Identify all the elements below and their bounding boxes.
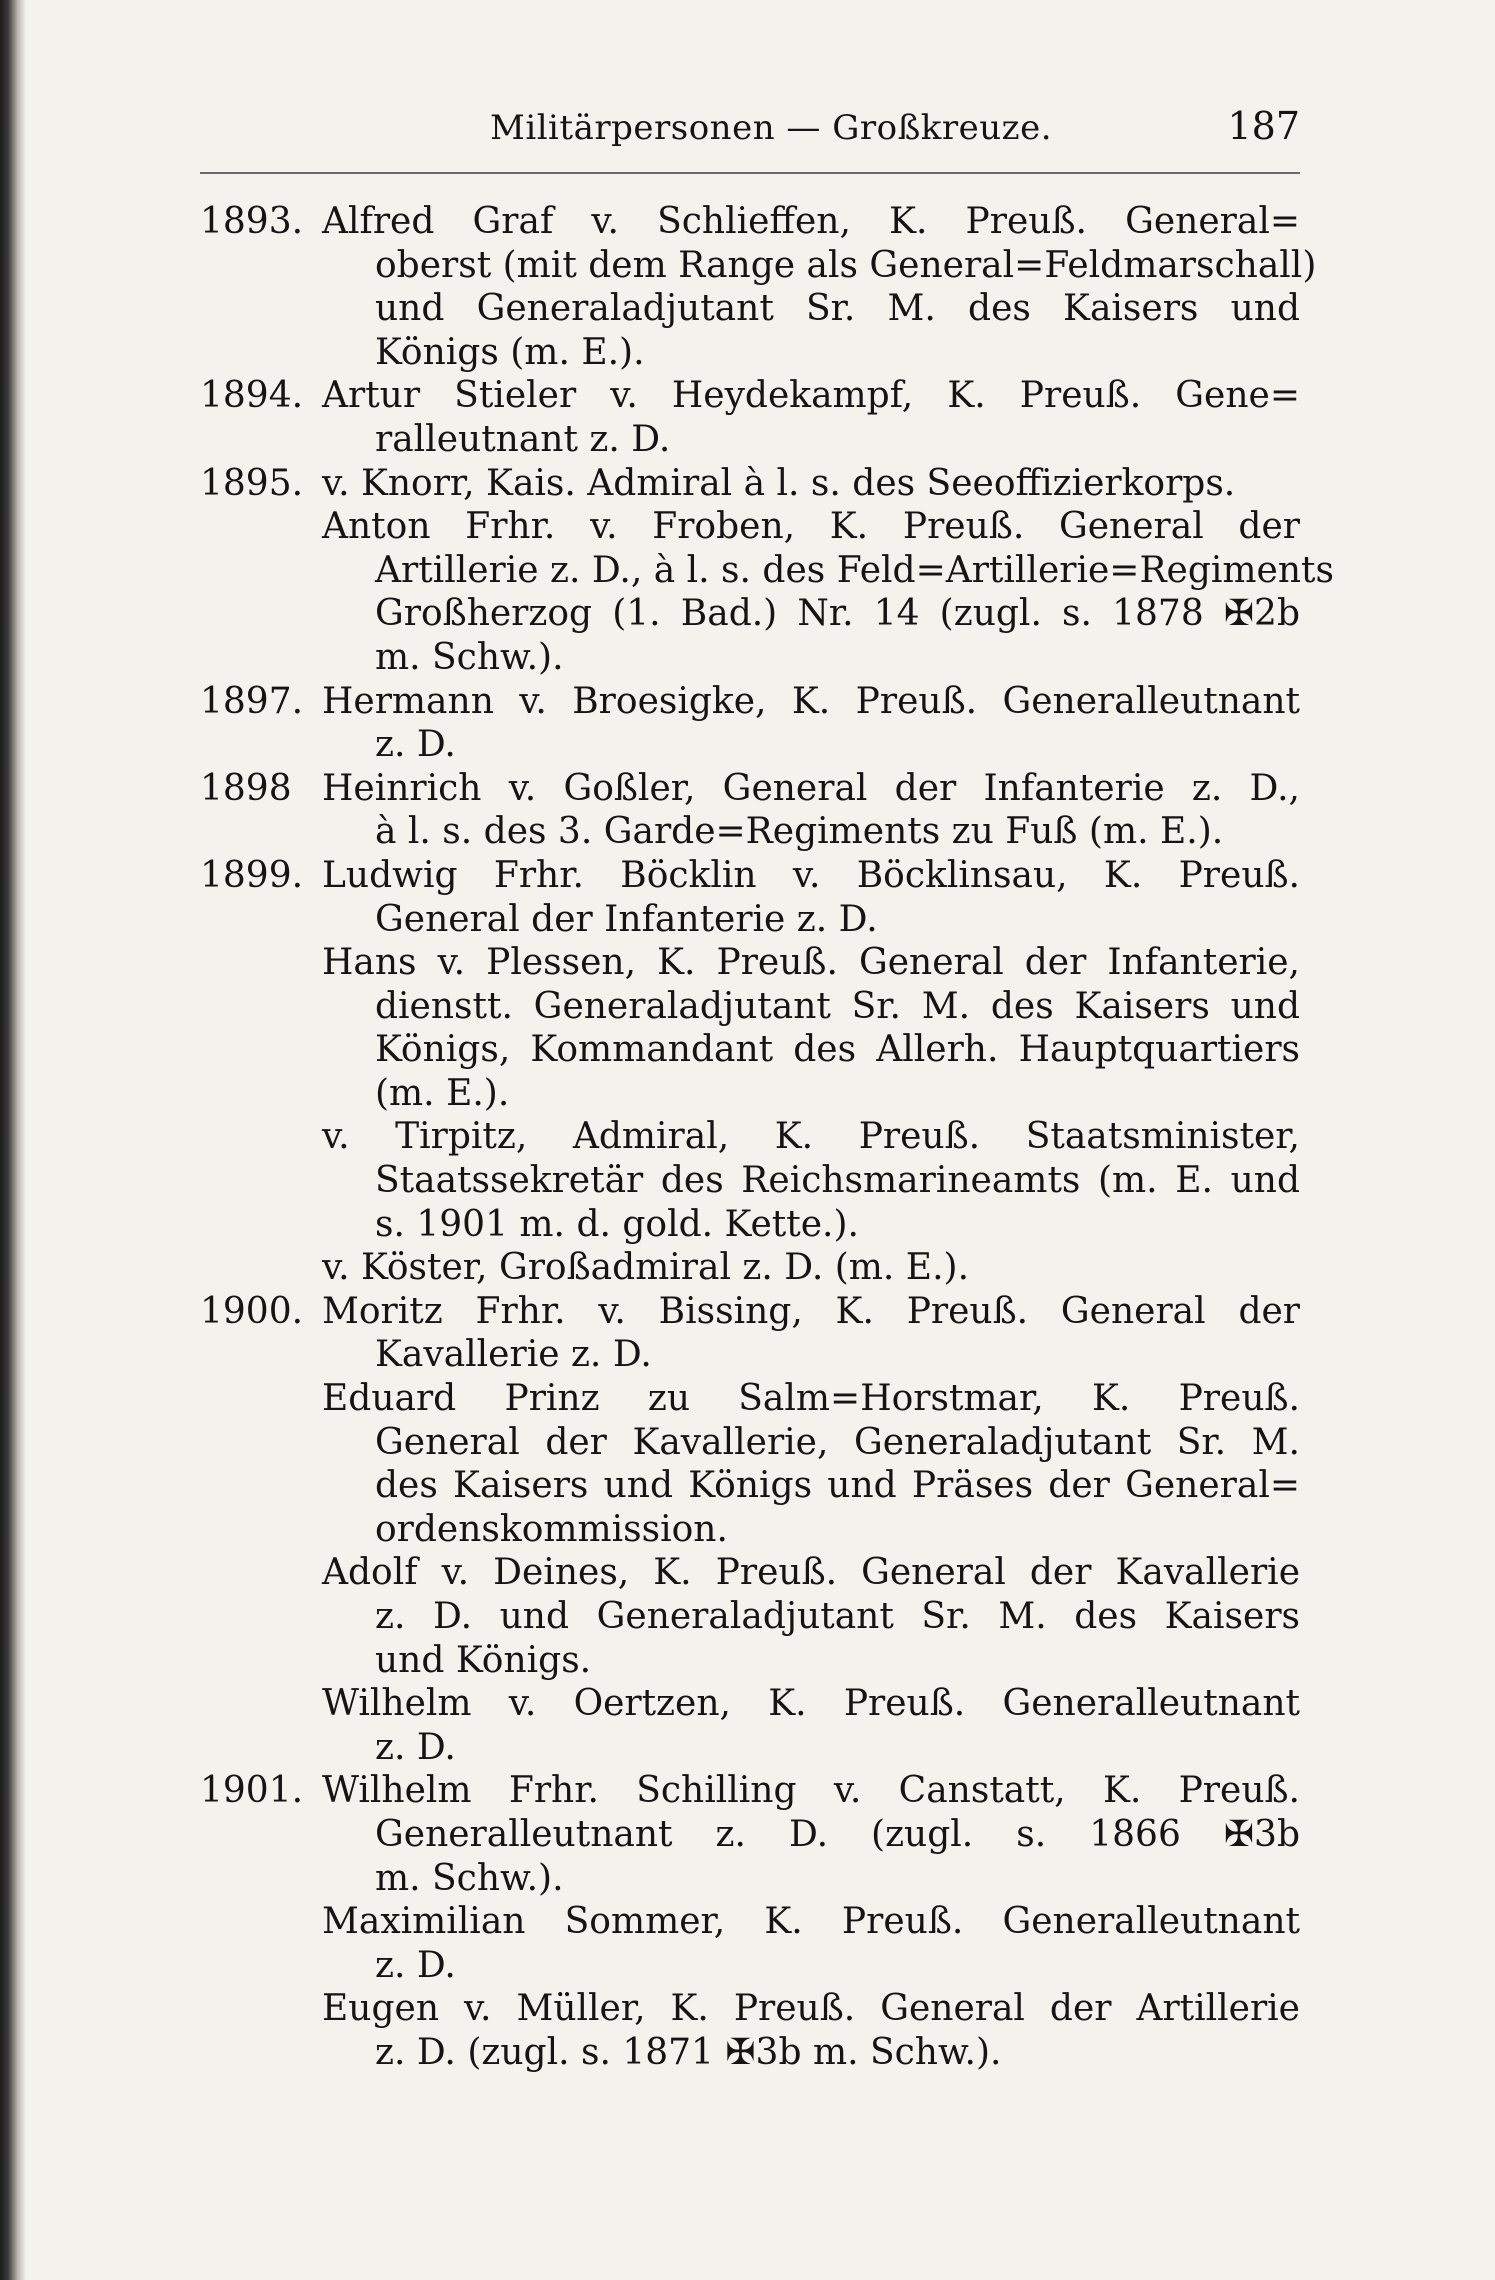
- entry-text: dienstt. Generaladjutant Sr. M. des Kaisers und: [375, 985, 1300, 1027]
- entry-continuation-line: [200, 810, 1300, 854]
- entry: [200, 1377, 1300, 1551]
- entry-continuation-line: [200, 1726, 1300, 1770]
- entry-year: 1899.: [200, 854, 304, 896]
- entry-text: ordenskommission.: [375, 1508, 728, 1550]
- entry: [200, 1246, 1300, 1290]
- entry-text: Anton Frhr. v. Froben, K. Preuß. General der: [322, 506, 1300, 548]
- entry: [200, 1551, 1300, 1682]
- entry-continuation-line: [200, 1203, 1300, 1247]
- entry: [200, 941, 1300, 1115]
- entry-first-line: [200, 1377, 1300, 1421]
- entry-text: Maximilian Sommer, K. Preuß. Generalleutnant: [322, 1901, 1300, 1943]
- entry-text: ralleutnant z. D.: [375, 418, 671, 460]
- entry-continuation-line: [200, 2031, 1300, 2075]
- entry-year: 1897.: [200, 680, 304, 722]
- entry-first-line: [200, 1551, 1300, 1595]
- entry-continuation-line: [200, 898, 1300, 942]
- entry-text: Artur Stieler v. Heydekampf, K. Preuß. Gene=: [322, 375, 1300, 417]
- entry-list: [200, 200, 1334, 2075]
- entry: [200, 1290, 1300, 1377]
- entry-text: und Königs.: [375, 1639, 592, 1681]
- entry-text: Großherzog (1. Bad.) Nr. 14 (zugl. s. 1878 ✠2b: [375, 593, 1300, 635]
- entry-text: z. D.: [375, 1726, 456, 1768]
- entry-text: m. Schw.).: [375, 1857, 564, 1899]
- entry-continuation-line: [200, 331, 1300, 375]
- entry: [200, 505, 1334, 679]
- entry-text: à l. s. des 3. Garde=Regiments zu Fuß (m. E.).: [375, 811, 1224, 853]
- entry-text: Königs, Kommandant des Allerh. Hauptquartiers: [375, 1029, 1300, 1071]
- entry: [200, 767, 1300, 854]
- entry-first-line: [200, 767, 1300, 811]
- entry-text: oberst (mit dem Range als General=Feldmarschall): [375, 244, 1317, 286]
- entry-text: Eduard Prinz zu Salm=Horstmar, K. Preuß.: [322, 1378, 1300, 1420]
- entry-text: m. Schw.).: [375, 636, 564, 678]
- entry-text: z. D. und Generaladjutant Sr. M. des Kaisers: [375, 1596, 1300, 1637]
- entry-text: des Kaisers und Königs und Präses der General=: [375, 1465, 1300, 1507]
- entry-first-line: [200, 462, 1300, 506]
- entry-first-line: [200, 505, 1300, 549]
- entry-text: z. D. (zugl. s. 1871 ✠3b m. Schw.).: [375, 2031, 1002, 2073]
- entry-first-line: [200, 854, 1300, 898]
- entry-year: 1901.: [200, 1770, 304, 1812]
- header-rule: [200, 172, 1300, 174]
- entry-text: v. Knorr, Kais. Admiral à l. s. des Seeoffizierkorps.: [322, 462, 1236, 504]
- entry-continuation-line: [200, 1639, 1300, 1683]
- entry-year: 1894.: [200, 375, 304, 417]
- entry-continuation-line: [200, 723, 1300, 767]
- entry-text: und Generaladjutant Sr. M. des Kaisers und: [375, 288, 1300, 330]
- entry: [200, 1987, 1300, 2074]
- entry-first-line: [200, 1290, 1300, 1334]
- entry-text: Adolf v. Deines, K. Preuß. General der Kavallerie: [322, 1552, 1300, 1594]
- entry-continuation-line: [200, 1421, 1300, 1465]
- entry-year: 1893.: [200, 201, 304, 242]
- entry-text: z. D.: [375, 724, 456, 766]
- running-head: Militärpersonen — Großkreuze.: [490, 108, 1053, 148]
- entry-continuation-line: [200, 636, 1300, 680]
- entry-text: v. Tirpitz, Admiral, K. Preuß. Staatsminister,: [322, 1116, 1300, 1158]
- entry-continuation-line: [200, 287, 1300, 331]
- entry-continuation-line: [200, 1508, 1300, 1552]
- entry-text: Hermann v. Broesigke, K. Preuß. Generalleutnant: [322, 680, 1300, 722]
- entry-continuation-line: [200, 1944, 1300, 1988]
- entry-continuation-line: [200, 418, 1300, 462]
- entry-text: z. D.: [375, 1944, 456, 1986]
- entry-text: Hans v. Plessen, K. Preuß. General der Infanterie,: [322, 942, 1300, 984]
- entry-text: Artillerie z. D., à l. s. des Feld=Artillerie=Regiments: [375, 549, 1334, 591]
- entry: [200, 462, 1300, 506]
- entry-first-line: [200, 1900, 1300, 1944]
- entry-text: (m. E.).: [375, 1072, 510, 1114]
- entry-text: Moritz Frhr. v. Bissing, K. Preuß. General der: [322, 1290, 1300, 1332]
- entry-continuation-line: [200, 549, 1334, 593]
- entry-continuation-line: [200, 1028, 1300, 1072]
- entry: [200, 200, 1317, 374]
- entry-text: Alfred Graf v. Schlieffen, K. Preuß. General=: [322, 201, 1300, 242]
- entry-year: 1900.: [200, 1290, 304, 1332]
- entry-text: Ludwig Frhr. Böcklin v. Böcklinsau, K. Preuß.: [322, 854, 1300, 896]
- entry-first-line: [200, 941, 1300, 985]
- entry-text: Kavallerie z. D.: [375, 1334, 652, 1376]
- entry-text: v. Köster, Großadmiral z. D. (m. E.).: [322, 1247, 970, 1289]
- entry-text: Wilhelm v. Oertzen, K. Preuß. Generalleutnant: [322, 1683, 1300, 1725]
- entry-continuation-line: [200, 1464, 1300, 1508]
- entry: [200, 854, 1300, 941]
- entry-continuation-line: [200, 1159, 1300, 1203]
- entry: [200, 680, 1300, 767]
- entry-continuation-line: [200, 1857, 1300, 1901]
- entry-text: Heinrich v. Goßler, General der Infanterie z. D.,: [322, 767, 1300, 809]
- page-edge-shadow: [0, 0, 26, 2280]
- entry-year: 1895.: [200, 462, 304, 504]
- entry-continuation-line: [200, 1595, 1300, 1639]
- entry-first-line: [200, 1682, 1300, 1726]
- entry-text: Generalleutnant z. D. (zugl. s. 1866 ✠3b: [375, 1813, 1300, 1855]
- page-header: [490, 100, 1300, 160]
- page-number: 187: [1227, 104, 1300, 148]
- entry: [200, 1115, 1300, 1246]
- entry-year: 1898: [200, 767, 292, 809]
- entry: [200, 374, 1300, 461]
- entry: [200, 1900, 1300, 1987]
- entry-text: General der Kavallerie, Generaladjutant Sr. M.: [375, 1421, 1300, 1463]
- entry-continuation-line: [200, 1072, 1300, 1116]
- entry-text: Eugen v. Müller, K. Preuß. General der Artillerie: [322, 1988, 1300, 2030]
- entry-text: Staatssekretär des Reichsmarineamts (m. E. und: [375, 1160, 1300, 1202]
- entry-first-line: [200, 1769, 1300, 1813]
- entry-first-line: [200, 1987, 1300, 2031]
- entry-first-line: [200, 374, 1300, 418]
- entry: [200, 1769, 1300, 1900]
- entry: [200, 1682, 1300, 1769]
- entry-first-line: [200, 200, 1300, 244]
- entry-text: Wilhelm Frhr. Schilling v. Canstatt, K. Preuß.: [322, 1770, 1300, 1812]
- entry-continuation-line: [200, 985, 1300, 1029]
- entry-first-line: [200, 680, 1300, 724]
- entry-continuation-line: [200, 1333, 1300, 1377]
- entry-text: General der Infanterie z. D.: [375, 898, 878, 940]
- entry-text: s. 1901 m. d. gold. Kette.).: [375, 1203, 859, 1245]
- entry-continuation-line: [200, 244, 1317, 288]
- entry-first-line: [200, 1115, 1300, 1159]
- entry-continuation-line: [200, 1813, 1300, 1857]
- entry-continuation-line: [200, 592, 1300, 636]
- entry-text: Königs (m. E.).: [375, 331, 645, 373]
- entry-first-line: [200, 1246, 1300, 1290]
